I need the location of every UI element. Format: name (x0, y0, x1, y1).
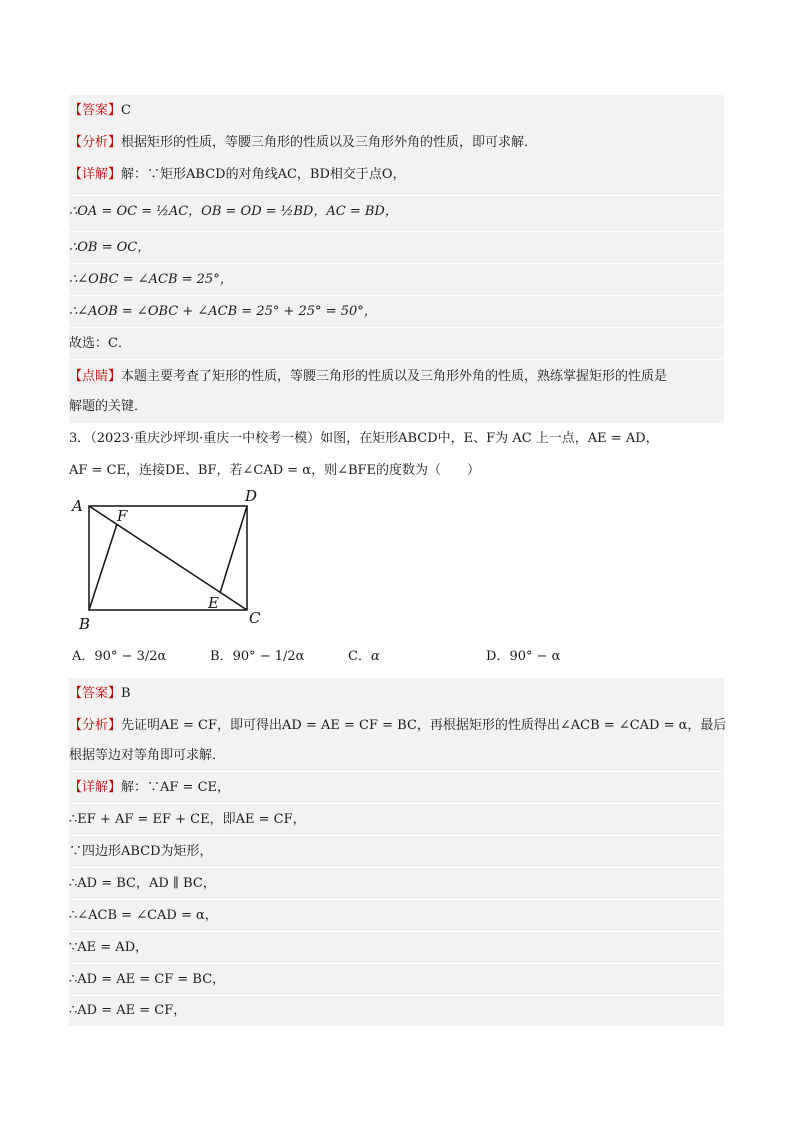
analysis-text: 先证明AE = CF，即可得出AD = AE = CF = BC，再根据矩形的性质得出∠ACB = ∠CAD = α，最后 (121, 718, 727, 733)
analysis-row (69, 129, 537, 157)
option-c[interactable] (348, 643, 380, 671)
rectangle-figure (69, 490, 269, 630)
comment-row-2: 解题的关键． (69, 399, 148, 414)
segment-de (220, 506, 247, 593)
step-2: ∴OB = OC， (69, 240, 151, 255)
comment-label: 【点睛】 (69, 369, 122, 384)
solution-block-1 (69, 95, 724, 423)
option-c-key: C． (348, 649, 371, 664)
detail-row (69, 774, 230, 802)
divider (69, 771, 724, 772)
question-line-1: 3．（2023·重庆沙坪坝·重庆一中校考一模）如图，在矩形ABCD中，E、F为 AC 上一点，AE = AD， (69, 431, 659, 446)
label-e: E (208, 594, 219, 612)
diagonal-ac (89, 506, 247, 610)
option-c-text: α (370, 649, 380, 664)
detail-label: 【详解】 (69, 780, 122, 795)
divider (69, 867, 724, 868)
choose-row: 故选：C． (69, 336, 131, 351)
divider (69, 231, 724, 232)
analysis-label: 【分析】 (69, 135, 122, 150)
divider (69, 195, 724, 196)
divider (69, 295, 724, 296)
analysis-row-2: 根据等边对等角即可求解． (69, 748, 226, 763)
question-line-2: AF = CE，连接DE、BF，若∠CAD = α，则∠BFE的度数为（ ） (69, 463, 481, 478)
analysis-label: 【分析】 (69, 718, 122, 733)
answer-row (69, 97, 131, 125)
detail-text: 解：∵AF = CE， (121, 780, 231, 795)
detail-label: 【详解】 (69, 167, 122, 182)
answer-label: 【答案】 (69, 686, 122, 701)
divider (69, 263, 724, 264)
step-1: ∴OA = OC = ½AC，OB = OD = ½BD，AC = BD， (69, 204, 398, 219)
divider (69, 963, 724, 964)
option-d-text: 90° − α (509, 649, 561, 664)
label-a: A (72, 497, 83, 515)
step-3: ∴AD = BC，AD ∥ BC， (69, 876, 216, 891)
step-6: ∴AD = AE = CF = BC， (69, 972, 226, 987)
option-a[interactable] (72, 643, 166, 671)
step-5: ∵AE = AD， (69, 940, 149, 955)
solution-block-2 (69, 678, 727, 1026)
label-d: D (245, 490, 258, 505)
divider (69, 327, 724, 328)
detail-row (69, 161, 406, 189)
divider (69, 803, 724, 804)
segment-bf (89, 524, 117, 610)
answer-row (69, 680, 131, 708)
analysis-text: 根据矩形的性质，等腰三角形的性质以及三角形外角的性质，即可求解． (121, 135, 538, 150)
option-b-text: 90° − 1/2α (232, 649, 305, 664)
option-b[interactable] (210, 643, 304, 671)
answer-value: B (121, 686, 131, 701)
step-3: ∴∠OBC = ∠ACB = 25°， (69, 272, 233, 287)
step-4: ∴∠ACB = ∠CAD = α， (69, 908, 218, 923)
answer-value: C (121, 103, 131, 118)
label-c: C (249, 609, 261, 627)
option-d-key: D． (486, 649, 510, 664)
step-7: ∴AD = AE = CF， (69, 1003, 187, 1018)
divider (69, 359, 724, 360)
divider (69, 995, 724, 996)
option-b-key: B． (210, 649, 233, 664)
answer-label: 【答案】 (69, 103, 122, 118)
step-2: ∵四边形ABCD为矩形， (69, 844, 213, 859)
divider (69, 931, 724, 932)
divider (69, 835, 724, 836)
label-b: B (79, 615, 91, 630)
divider (69, 899, 724, 900)
comment-row (69, 363, 667, 391)
detail-text: 解：∵矩形ABCD的对角线AC，BD相交于点O， (121, 167, 406, 182)
label-f: F (117, 507, 128, 525)
option-a-text: 90° − 3/2α (94, 649, 167, 664)
option-d[interactable] (486, 643, 560, 671)
comment-text: 本题主要考查了矩形的性质，等腰三角形的性质以及三角形外角的性质，熟练掌握矩形的性质是 (121, 369, 668, 384)
step-1: ∴EF + AF = EF + CE，即AE = CF， (69, 812, 306, 827)
analysis-row (69, 712, 726, 740)
step-4: ∴∠AOB = ∠OBC + ∠ACB = 25° + 25° = 50°， (69, 304, 377, 319)
option-a-key: A． (72, 649, 95, 664)
